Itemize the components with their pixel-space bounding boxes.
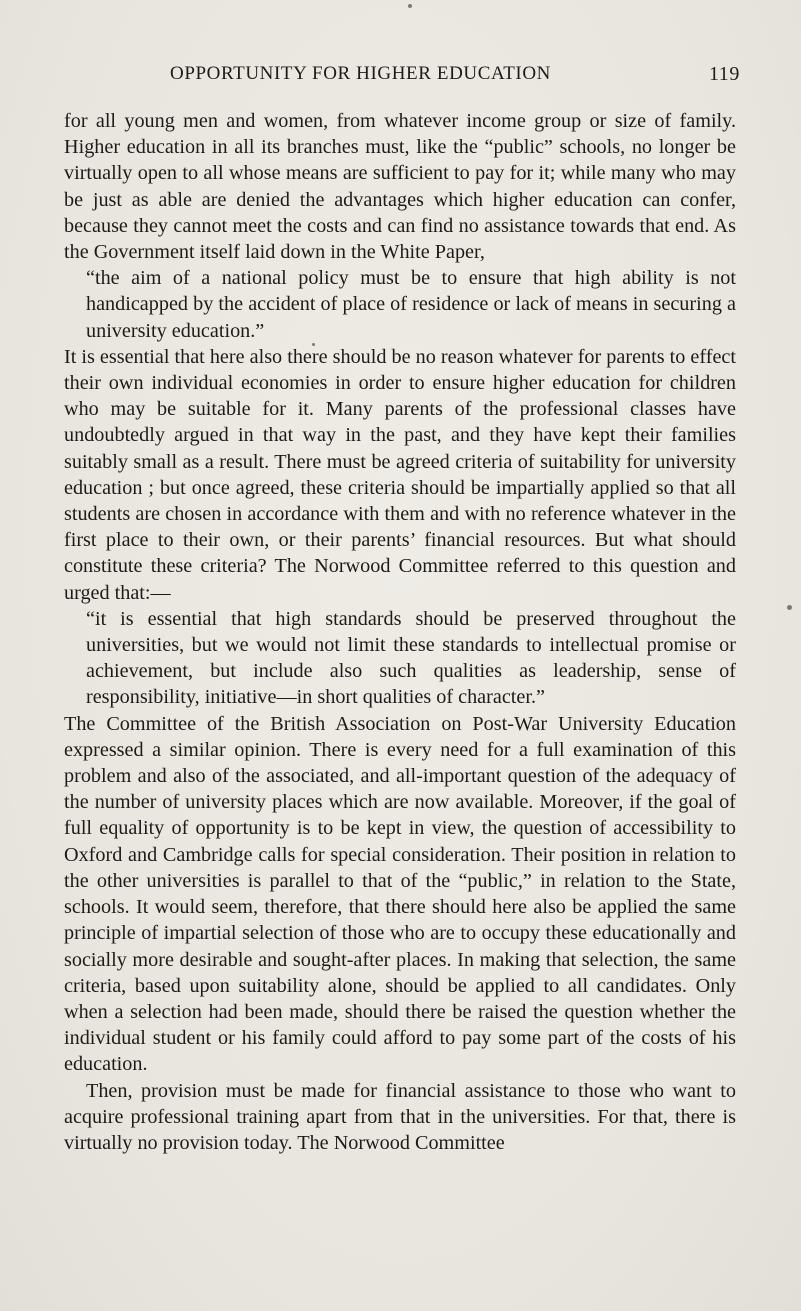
paragraph-parents-criteria: It is essential that here also there should be no reason whatever for parents to effect their own individual economies in order to ensure higher education for children who may be suitable for it. Many parents of the professional classes have undoubtedly argued in that way in the past, and they have kept their families suitably small as a result. There must be agreed criteria of suitability for university education ; but once agreed, these criteria should be impartially applied so that all students are chosen in accordance with them and with no reference whatever in the first place to their own, or their parents’ financial resources. But what should constitute these criteria? The Norwood Committee referred to this question and urged that:— [64,345,736,604]
paper-speck [787,605,792,610]
paper-speck [408,4,412,8]
running-head-title: OPPORTUNITY FOR HIGHER EDUCATION [170,63,551,84]
block-quote-white-paper: “the aim of a national policy must be to ensure that high ability is not handicapped by the accident of place of residence or lack of means in securing a university education.” [86,267,736,342]
block-quote-norwood: “it is essential that high standards should be preserved throughout the universities, but we would not limit these standards to intellectual promise or achievement, but include also such qualities as leadership, sense of responsibility, initiative—in short qualities of character.” [86,607,736,709]
running-head [170,63,740,93]
paragraph-continuation: for all young men and women, from whatever income group or size of family. Higher education in all its branches must, like the “public” schools, no longer be virtually open to all whose means are sufficient to pay for it; while many who may be just as able are denied the advantages which higher education can confer, because they cannot meet the costs and can find no assistance towards that end. As the Government itself laid down in the White Paper, [64,110,736,264]
body-text [64,108,736,1156]
page-number: 119 [708,63,740,85]
paper-speck [312,343,315,346]
paragraph-british-association: The Committee of the British Association on Post-War University Education expressed a similar opinion. There is every need for a full examination of this problem and also of the associated, and all-important question of the adequacy of the number of university places which are now available. Moreover, if the goal of full equality of opportunity is to be kept in view, the question of accessibility to Oxford and Cambridge calls for special consideration. Their position in relation to the other universities is parallel to that of the “public,” in relation to the State, schools. It would seem, therefore, that there should here also be applied the same principle of impartial selection of those who are to occupy these educationally and socially more desirable and sought-after places. In making that selection, the same criteria, based upon suitability alone, should be applied to all candidates. Only when a selection had been made, should there be raised the question whether the individual student or his family could afford to pay some part of the costs of his education. [64,712,736,1076]
paragraph-financial-assistance: Then, provision must be made for financial assistance to those who want to acquire professional training apart from that in the universities. For that, there is virtually no provision today. The Norwood Committee [64,1079,736,1154]
